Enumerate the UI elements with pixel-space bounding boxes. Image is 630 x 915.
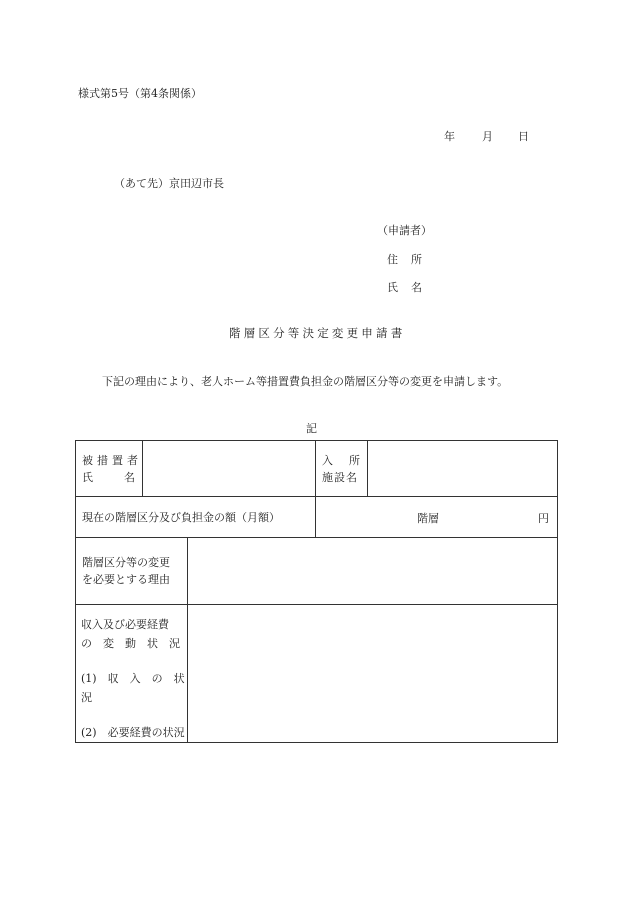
facility-label-sho: 所 [349,453,360,467]
document-title: 階層区分等決定変更申請書 [229,326,406,340]
change-label-line2: の 変 動 状 況 [81,637,180,650]
change-field[interactable] [188,605,558,743]
person-label-cell [76,441,143,497]
table-row [76,605,558,743]
yen-label: 円 [538,512,549,525]
application-table [75,440,558,743]
change-label-cell [76,605,196,743]
facility-label-line1 [322,452,360,469]
date-day: 日 [518,130,529,143]
facility-label-cell [316,441,368,497]
table-row [76,497,558,538]
reason-label-line1: 階層区分等の変更 [82,556,170,569]
person-label-line2 [82,469,135,486]
change-label-line1: 収入及び必要経費 [81,618,169,631]
applicant-address-label: 住所 [387,253,435,266]
person-label-mei: 名 [124,470,135,484]
expense-label: (2) 必要経費の状況 [81,726,185,739]
reason-label-cell [76,538,188,605]
person-label-shi: 氏 [82,470,93,484]
facility-label-nyu: 入 [322,453,333,467]
form-number: 様式第5号（第4条関係） [78,87,202,100]
person-name-field[interactable] [143,441,316,497]
current-amount-label: 現在の階層区分及び負担金の額（月額） [76,497,316,538]
applicant-label: （申請者） [377,224,432,237]
facility-label-line2: 施設名 [322,470,358,484]
applicant-name-label: 氏名 [387,281,435,294]
reason-field[interactable] [188,538,558,605]
person-label-line1: 被措置者 [82,453,142,467]
addressee: （あて先）京田辺市長 [114,177,224,190]
current-amount-field[interactable] [316,497,558,538]
date-month: 月 [482,130,493,143]
facility-name-field[interactable] [368,441,558,497]
stage-label: 階層 [417,512,439,525]
date-year: 年 [444,130,455,143]
date-line [444,128,529,144]
table-row [76,441,558,497]
ki-heading: 記 [306,422,317,435]
table-row [76,538,558,605]
reason-label-line2: を必要とする理由 [82,573,170,586]
body-text: 下記の理由により、老人ホーム等措置費負担金の階層区分等の変更を申請します。 [102,375,509,388]
income-label: (1) 収 入 の 状 況 [81,672,196,704]
